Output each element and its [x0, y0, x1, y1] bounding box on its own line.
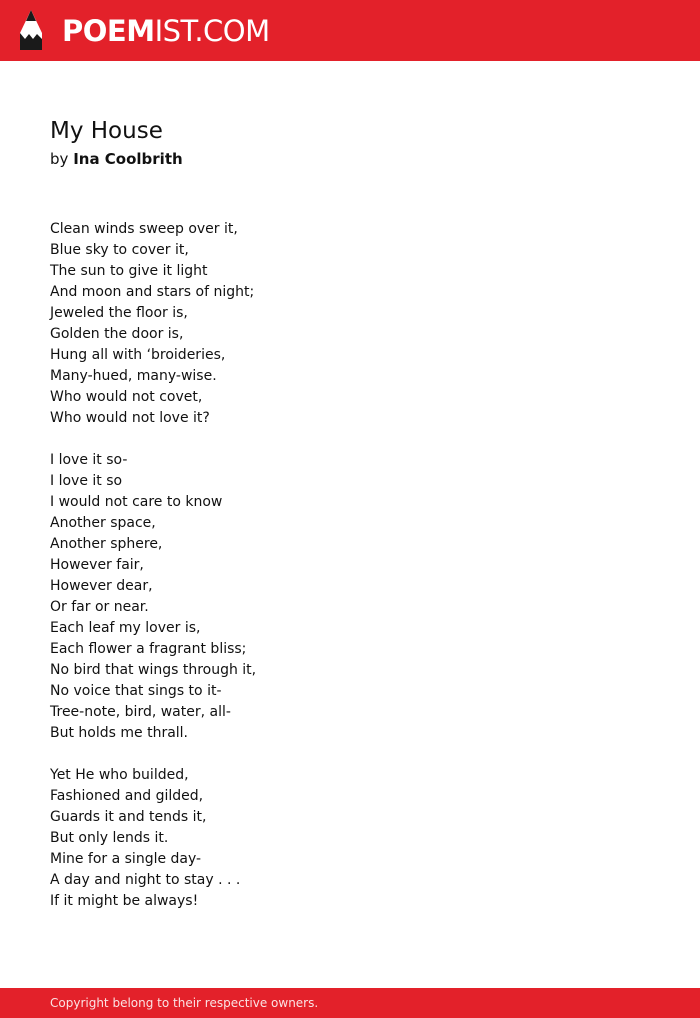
poem-line: Each flower a fragrant bliss; [50, 641, 247, 657]
site-logo[interactable] [62, 13, 270, 49]
poem-line: Or far or near. [50, 599, 149, 615]
poem-line: Guards it and tends it, [50, 809, 207, 825]
poem-line: Mine for a single day- [50, 851, 202, 867]
poem-title: My House [50, 118, 163, 144]
poem-line: Another space, [50, 515, 156, 531]
site-header [0, 0, 700, 61]
poem-line: I would not care to know [50, 494, 223, 510]
copyright-notice: Copyright belong to their respective owners. [50, 996, 319, 1010]
poem-line: I love it so [50, 473, 123, 489]
poem-line: And moon and stars of night; [50, 284, 255, 300]
poem-line: Tree-note, bird, water, all- [50, 704, 231, 720]
byline-prefix: by [50, 150, 69, 168]
poem-line: Many-hued, many-wise. [50, 368, 217, 384]
poem-line: However fair, [50, 557, 144, 573]
poem-line: But only lends it. [50, 830, 169, 846]
poem-line: Another sphere, [50, 536, 163, 552]
poem-line: Hung all with ‘broideries, [50, 347, 226, 363]
poem-line: However dear, [50, 578, 153, 594]
poem-body [50, 219, 650, 933]
poem-line: Blue sky to cover it, [50, 242, 189, 258]
poem-line: Who would not love it? [50, 410, 210, 426]
poem-line: Jeweled the floor is, [50, 305, 188, 321]
poem-line: Fashioned and gilded, [50, 788, 204, 804]
logo-text-light: IST.COM [154, 14, 270, 48]
poem-line: If it might be always! [50, 893, 199, 909]
poem-stanza-2 [50, 450, 650, 744]
poem-line: No bird that wings through it, [50, 662, 257, 678]
poem-line: Each leaf my lover is, [50, 620, 201, 636]
poem-line: The sun to give it light [50, 263, 208, 279]
poem-line: I love it so- [50, 452, 128, 468]
site-footer [0, 988, 700, 1018]
poem-author: Ina Coolbrith [73, 150, 183, 168]
poem-line: Clean winds sweep over it, [50, 221, 238, 237]
poem-stanza-1 [50, 219, 650, 429]
poem-line: Yet He who builded, [50, 767, 189, 783]
poem-line: No voice that sings to it- [50, 683, 222, 699]
poem-stanza-3 [50, 765, 650, 912]
logo-text-bold: POEM [62, 14, 155, 48]
poem-line: A day and night to stay . . . [50, 872, 241, 888]
poem-line: Who would not covet, [50, 389, 203, 405]
pencil-tip-icon[interactable] [17, 9, 45, 51]
poem-line: Golden the door is, [50, 326, 184, 342]
poem-byline [50, 148, 183, 170]
poem-line: But holds me thrall. [50, 725, 189, 741]
